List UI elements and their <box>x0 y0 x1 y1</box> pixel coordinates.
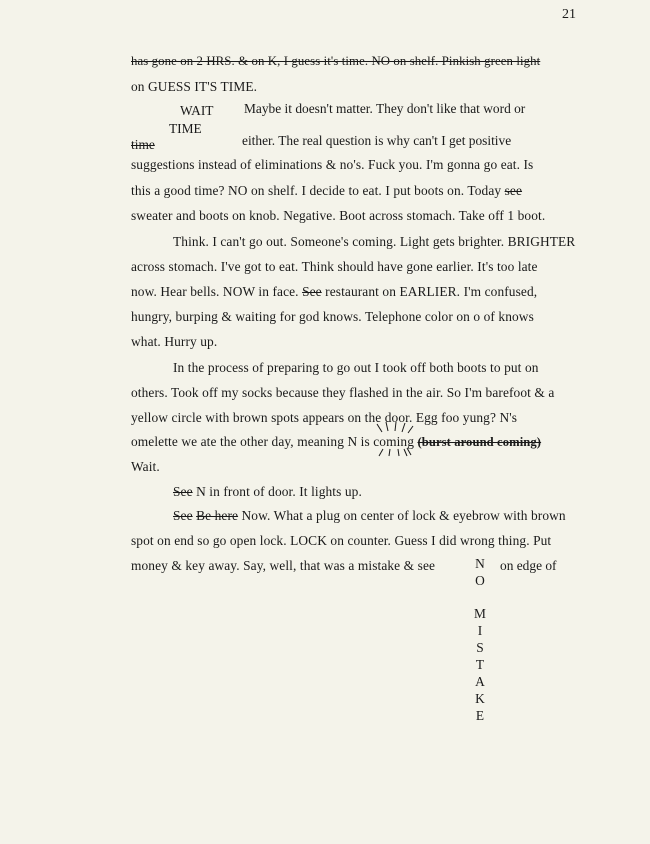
line-18: See N in front of door. It lights up. <box>173 484 362 499</box>
line-19: See Be here Now. What a plug on center of lock & eyebrow with brown <box>173 508 566 523</box>
line-10: now. Hear bells. NOW in face. See restaurant on EARLIER. I'm confused, <box>131 284 538 299</box>
line-12: what. Hurry up. <box>131 334 218 349</box>
line-3: Maybe it doesn't matter. They don't like that word or <box>244 101 526 116</box>
line-5: suggestions instead of eliminations & no's. Fuck you. I'm gonna go eat. Is <box>131 157 534 172</box>
line-11: hungry, burping & waiting for god knows. Telephone color on o of knows <box>131 309 534 324</box>
line-2: on GUESS IT'S TIME. <box>131 79 258 94</box>
vertical-letter: O <box>475 573 485 588</box>
struck-line-1: has gone on 2 HRS. & on K, I guess it's time. NO on shelf. Pinkish green light <box>131 54 541 68</box>
line-7: sweater and boots on knob. Negative. Boot across stomach. Take off 1 boot. <box>131 208 546 223</box>
vertical-letter: I <box>477 623 483 638</box>
line-14: others. Took off my socks because they flashed in the air. So I'm barefoot & a <box>131 385 555 400</box>
time-struck: time <box>131 137 155 152</box>
line-16: omelette we ate the other day, meaning N is coming (burst around coming) <box>131 434 542 449</box>
vertical-letter: E <box>475 708 485 723</box>
vertical-letter: S <box>476 640 484 655</box>
line-15: yellow circle with brown spots appears on the door. Egg foo yung? N's <box>131 410 518 425</box>
vertical-no-mistake <box>473 555 487 724</box>
vertical-letter: A <box>475 674 485 689</box>
line-21: money & key away. Say, well, that was a mistake & see <box>131 558 436 573</box>
vertical-letter: M <box>474 606 486 621</box>
vertical-letter: T <box>475 657 485 672</box>
line-20: spot on end so go open lock. LOCK on counter. Guess I did wrong thing. Put <box>131 533 552 548</box>
line-17: Wait. <box>131 459 160 474</box>
vertical-letter: N <box>475 556 485 571</box>
line-21-end: on edge of <box>500 558 557 573</box>
line-4: either. The real question is why can't I get positive <box>242 133 512 148</box>
line-9: across stomach. I've got to eat. Think should have gone earlier. It's too late <box>131 259 538 274</box>
line-13: In the process of preparing to go out I took off both boots to put on <box>173 360 539 375</box>
vertical-letter: K <box>475 691 485 706</box>
page-number: 21 <box>562 7 576 22</box>
time-correction: TIME <box>169 121 202 136</box>
line-6: this a good time? NO on shelf. I decide to eat. I put boots on. Today see <box>131 183 523 198</box>
line-8: Think. I can't go out. Someone's coming. Light gets brighter. BRIGHTER <box>173 234 576 249</box>
wait-word: WAIT <box>180 103 214 118</box>
